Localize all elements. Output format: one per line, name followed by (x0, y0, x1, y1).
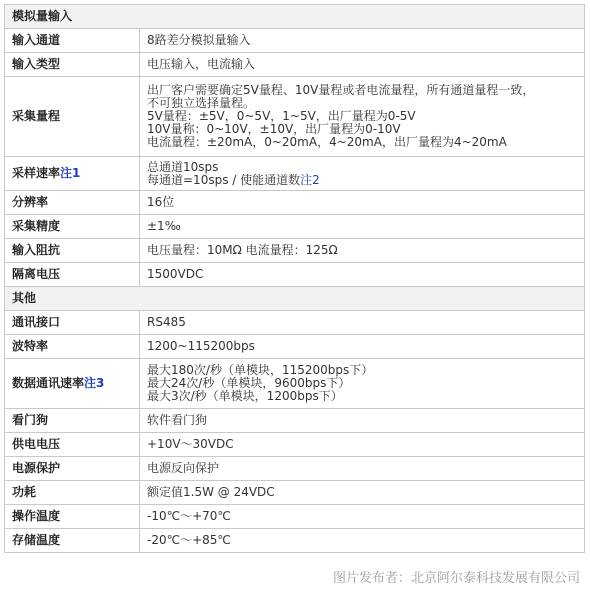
row-key (5, 505, 140, 529)
row-value (140, 29, 585, 53)
row-key (5, 481, 140, 505)
row-key-label: 波特率 (12, 339, 49, 353)
row-value (140, 433, 585, 457)
row-key (5, 433, 140, 457)
row-key (5, 29, 140, 53)
value-line (147, 486, 584, 499)
value-line (147, 390, 584, 403)
value-line (147, 534, 584, 547)
table-row (5, 433, 585, 457)
value-line (147, 136, 584, 149)
value-text: 电压量程：10MΩ 电流量程：125Ω (147, 243, 338, 257)
spec-table (4, 4, 585, 553)
row-value (140, 263, 585, 287)
row-key (5, 157, 140, 191)
row-key (5, 311, 140, 335)
value-line (147, 220, 584, 233)
section-header-row (5, 5, 585, 29)
row-value (140, 215, 585, 239)
value-text: 不可独立选择量程。 (147, 96, 256, 110)
row-key-label: 看门狗 (12, 413, 49, 427)
value-line (147, 414, 584, 427)
value-text: +10V～30VDC (147, 437, 234, 451)
value-text: 16位 (147, 195, 175, 209)
table-row (5, 263, 585, 287)
row-key-label: 功耗 (12, 485, 37, 499)
section-title: 模拟量输入 (5, 5, 585, 29)
value-line (147, 244, 584, 257)
row-key (5, 239, 140, 263)
value-text: 10V量称：0~10V，±10V，出厂量程为0-10V (147, 122, 401, 136)
row-key-label: 数据通讯速率 (12, 376, 85, 390)
row-key-label: 通讯接口 (12, 315, 61, 329)
value-text: 最大3次/秒（单模块，1200bps下） (147, 389, 343, 403)
value-text: -10℃～+70℃ (147, 509, 231, 523)
section-title: 其他 (5, 287, 585, 311)
row-key (5, 529, 140, 553)
row-value (140, 239, 585, 263)
row-key-label: 采集精度 (12, 219, 61, 233)
table-row (5, 157, 585, 191)
value-line (147, 340, 584, 353)
row-key-label: 采集量程 (12, 109, 61, 123)
row-value (140, 481, 585, 505)
row-value (140, 505, 585, 529)
row-key (5, 457, 140, 481)
row-key (5, 359, 140, 409)
table-row (5, 481, 585, 505)
value-line (147, 316, 584, 329)
note-link[interactable]: 注2 (300, 172, 320, 187)
value-text: 电源反向保护 (147, 461, 220, 475)
row-key (5, 77, 140, 157)
table-row (5, 457, 585, 481)
value-text: ±1‰ (147, 219, 181, 233)
section-header-row (5, 287, 585, 311)
value-line (147, 268, 584, 281)
value-text: 软件看门狗 (147, 413, 208, 427)
value-line (147, 438, 584, 451)
value-line (147, 462, 584, 475)
row-key-label: 供电电压 (12, 437, 61, 451)
row-key-label: 分辨率 (12, 195, 49, 209)
row-key (5, 215, 140, 239)
row-value (140, 157, 585, 191)
row-key (5, 409, 140, 433)
row-key-label: 输入通道 (12, 33, 61, 47)
table-row (5, 29, 585, 53)
row-value (140, 457, 585, 481)
row-value (140, 53, 585, 77)
value-text: 1500VDC (147, 267, 204, 281)
table-row (5, 335, 585, 359)
value-text: 总通道10sps (147, 159, 219, 174)
value-text: 1200~115200bps (147, 339, 255, 353)
table-row (5, 409, 585, 433)
row-key-label: 操作温度 (12, 509, 61, 523)
row-value (140, 335, 585, 359)
row-key (5, 263, 140, 287)
value-line (147, 510, 584, 523)
value-text: 最大24次/秒（单模块，9600bps下） (147, 376, 351, 390)
value-text: RS485 (147, 315, 186, 329)
note-link[interactable]: 注1 (60, 166, 81, 180)
table-row (5, 359, 585, 409)
row-value (140, 77, 585, 157)
value-text: 最大180次/秒（单模块，115200bps下） (147, 363, 374, 377)
row-key-label: 输入阻抗 (12, 243, 61, 257)
row-key (5, 53, 140, 77)
table-row (5, 191, 585, 215)
row-value (140, 191, 585, 215)
table-row (5, 239, 585, 263)
table-row (5, 77, 585, 157)
row-key-label: 电源保护 (12, 461, 61, 475)
value-text: 额定值1.5W @ 24VDC (147, 485, 275, 499)
value-text: 每通道=10sps / 使能通道数 (147, 172, 301, 187)
value-text: 出厂客户需要确定5V量程、10V量程或者电流量程，所有通道量程一致， (147, 83, 535, 97)
table-row (5, 529, 585, 553)
table-row (5, 53, 585, 77)
watermark: 图片发布者：北京阿尔泰科技发展有限公司 (331, 567, 582, 586)
row-value (140, 311, 585, 335)
value-line (147, 58, 584, 71)
value-text: 电流量程：±20mA，0~20mA，4~20mA，出厂量程为4~20mA (147, 135, 507, 149)
value-text: -20℃～+85℃ (147, 533, 231, 547)
row-key (5, 335, 140, 359)
row-key-label: 存储温度 (12, 533, 61, 547)
value-text: 5V量程：±5V，0~5V，1~5V，出厂量程为0-5V (147, 109, 416, 123)
table-row (5, 215, 585, 239)
row-value (140, 409, 585, 433)
row-value (140, 359, 585, 409)
table-row (5, 505, 585, 529)
value-line (147, 196, 584, 209)
spec-table-body (5, 5, 585, 553)
note-link[interactable]: 注3 (84, 376, 105, 390)
row-key-label: 隔离电压 (12, 267, 61, 281)
value-line (147, 34, 584, 47)
table-row (5, 311, 585, 335)
row-value (140, 529, 585, 553)
row-key-label: 输入类型 (12, 57, 61, 71)
row-key (5, 191, 140, 215)
value-text: 电压输入，电流输入 (147, 57, 256, 71)
value-line (147, 174, 584, 187)
value-text: 8路差分模拟量输入 (147, 33, 251, 47)
row-key-label: 采样速率 (12, 166, 61, 180)
